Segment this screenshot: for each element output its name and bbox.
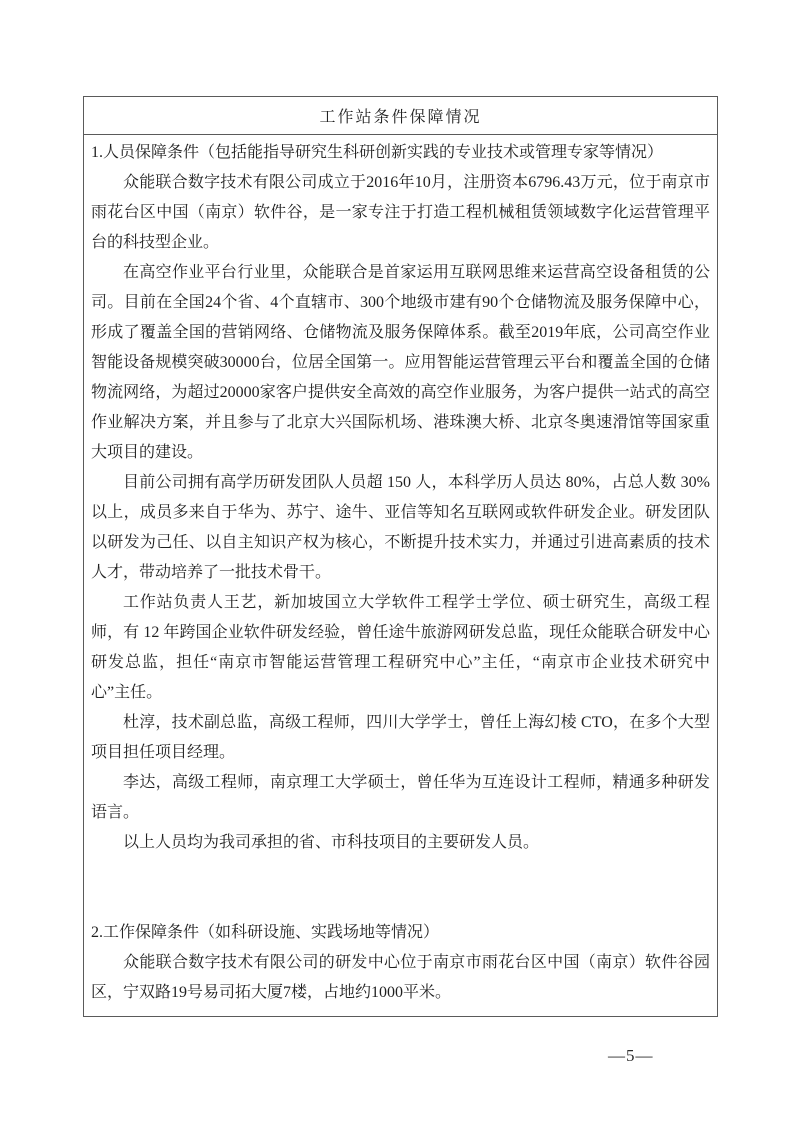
section-1-heading: 1.人员保障条件（包括能指导研究生科研创新实践的专业技术或管理专家等情况） — [91, 144, 664, 161]
workstation-conditions-table — [83, 96, 718, 1017]
section-1-paragraph-summary: 以上人员均为我司承担的省、市科技项目的主要研发人员。 — [123, 834, 540, 851]
section-1-paragraph-leader-wangyi: 工作站负责人王艺，新加坡国立大学软件工程学士学位、硕士研究生，高级工程师，有 12 年跨国企业软件研发经验，曾任途牛旅游网研发总监，现任众能联合研发中心研发总监，担任“南京市智能运营管理工程研究中心”主任，“南京市企业技术研究中心”主任。 — [91, 594, 710, 701]
section-1-paragraph-lida: 李达，高级工程师，南京理工大学硕士，曾任华为互连设计工程师，精通多种研发语言。 — [91, 774, 710, 821]
table-header-title: 工作站条件保障情况 — [84, 97, 717, 135]
section-1-paragraph-industry-scale: 在高空作业平台行业里，众能联合是首家运用互联网思维来运营高空设备租赁的公司。目前在全国24个省、4个直辖市、300个地级市建有90个仓储物流及服务保障中心，形成了覆盖全国的营销网络、仓储物流及服务保障体系。截至2019年底，公司高空作业智能设备规模突破30000台，位居全国第一。应用智能运营管理云平台和覆盖全国的仓储物流网络，为超过20000家客户提供安全高效的高空作业服务，为客户提供一站式的高空作业解决方案，并且参与了北京大兴国际机场、港珠澳大桥、北京冬奥速滑馆等国家重大项目的建设。 — [91, 264, 710, 461]
section-2-heading: 2.工作保障条件（如科研设施、实践场地等情况） — [91, 924, 440, 941]
table-body-cell — [84, 135, 717, 1016]
section-gap — [91, 858, 710, 918]
page-number: —5— — [608, 1046, 654, 1065]
section-1-paragraph-duchun: 杜淳，技术副总监，高级工程师，四川大学学士，曾任上海幻棱 CTO，在多个大型项目担任项目经理。 — [91, 714, 710, 761]
section-1-paragraph-rd-team: 目前公司拥有高学历研发团队人员超 150 人，本科学历人员达 80%，占总人数 30%以上，成员多来自于华为、苏宁、途牛、亚信等知名互联网或软件研发企业。研发团队以研发为己任、以自主知识产权为核心，不断提升技术实力，并通过引进高素质的技术人才，带动培养了一批技术骨干。 — [91, 474, 710, 581]
section-1-paragraph-company-intro: 众能联合数字技术有限公司成立于2016年10月，注册资本6796.43万元，位于南京市雨花台区中国（南京）软件谷，是一家专注于打造工程机械租赁领域数字化运营管理平台的科技型企业。 — [91, 174, 710, 251]
section-2-paragraph-facility: 众能联合数字技术有限公司的研发中心位于南京市雨花台区中国（南京）软件谷园区，宁双路19号易司拓大厦7楼，占地约1000平米。 — [91, 954, 710, 1001]
